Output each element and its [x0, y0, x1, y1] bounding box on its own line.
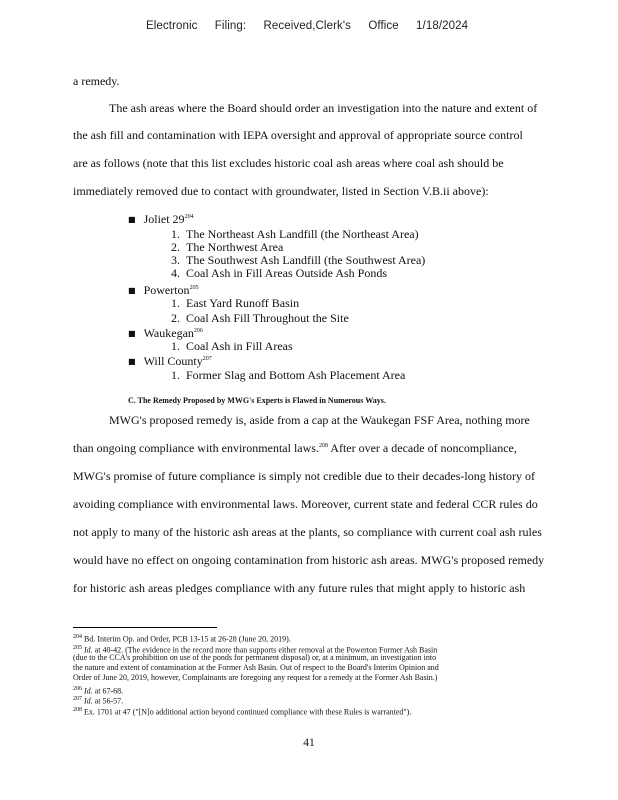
sub-item: Coal Ash Fill Throughout the Site — [186, 311, 349, 325]
footnote-text: at 40-42. (The evidence in the record more than supports either removal at the Powerton Former Ash Basin — [92, 645, 438, 655]
footnote-text: at 67-68. — [92, 686, 124, 696]
footnote-text: Bd. Interim Op. and Order, PCB 13-15 at 26-28 (June 20, 2019). — [84, 634, 291, 644]
header-part: Filing: — [214, 20, 247, 32]
sub-item: The Northeast Ash Landfill (the Northeast Area) — [186, 227, 419, 241]
footnote: the nature and extent of contamination at the Former Ash Basin. Out of respect to the Board's Interim Opinion and — [73, 663, 439, 672]
body-line: MWG's proposed remedy is, aside from a cap at the Waukegan FSF Area, nothing more — [109, 413, 530, 427]
body-line: MWG's promise of future compliance is simply not credible due to their decades-long history of — [73, 469, 536, 483]
list-item: 1. Coal Ash in Fill Areas — [171, 339, 293, 353]
sub-item: Coal Ash in Fill Areas Outside Ash Ponds — [186, 266, 388, 280]
list-item: 2. Coal Ash Fill Throughout the Site — [171, 311, 349, 325]
list-item: 1. The Northeast Ash Landfill (the Northeast Area) — [171, 227, 419, 241]
list-item — [128, 212, 194, 227]
footnote-id: Id. — [84, 645, 93, 655]
footnote-text: at 56-57. — [92, 696, 124, 706]
sub-item: The Southwest Ash Landfill (the Southwest Area) — [186, 253, 426, 267]
bullet-icon: ■ — [128, 329, 136, 338]
filing-header — [146, 20, 482, 32]
footnote: (due to the CCA's prohibition on use of the ponds for permanent disposal) or, at a minimum, an investigation into — [73, 653, 437, 662]
list-item: 2. The Northwest Area — [171, 240, 284, 254]
footnote-ref: 206 — [193, 328, 203, 334]
footnote-text: Ex. 1701 at 47 ("[N]o additional action beyond continued compliance with these Rules is warranted"). — [84, 707, 412, 717]
sub-item: Former Slag and Bottom Ash Placement Area — [186, 368, 406, 382]
list-item: 3. The Southwest Ash Landfill (the Southwest Area) — [171, 253, 426, 267]
footnote-id: Id. — [84, 696, 93, 706]
site-name: Will County — [143, 354, 203, 368]
body-line: for historic ash areas pledges compliance with any future rules that might apply to historic ash — [73, 581, 526, 595]
header-part: 1/18/2024 — [416, 20, 469, 32]
body-line: the ash fill and contamination with IEPA oversight and approval of appropriate source control — [73, 128, 523, 142]
site-name: Powerton — [143, 283, 190, 297]
header-part: Office — [368, 20, 399, 32]
footnote: $^{206}$ Id. at 67-68. — [73, 686, 124, 696]
list-item: 1. East Yard Runoff Basin — [171, 296, 300, 310]
footnote-divider — [73, 627, 217, 628]
header-part: Received,Clerk's — [263, 20, 352, 32]
header-part: Electronic — [146, 20, 198, 32]
body-text: After over a decade of noncompliance, — [327, 441, 517, 455]
list-item: 4. Coal Ash in Fill Areas Outside Ash Ponds — [171, 266, 388, 280]
site-name: Waukegan — [143, 326, 194, 340]
body-line: not apply to many of the historic ash areas at the plants, so compliance with current coal ash rules — [73, 525, 542, 539]
footnote: $^{204}$ Bd. Interim Op. and Order, PCB 13-15 at 26-28 (June 20, 2019). — [73, 634, 291, 644]
footnote: $^{208}$ Ex. 1701 at 47 ("[N]o additional action beyond continued compliance with these Rules is warranted"). — [73, 707, 412, 717]
footnote: $^{207}$ Id. at 56-57. — [73, 696, 124, 706]
footnote-ref: 207 — [202, 356, 212, 362]
footnote-ref: 204 — [184, 214, 194, 220]
body-line — [73, 441, 517, 456]
body-line: The ash areas where the Board should order an investigation into the nature and extent of — [109, 101, 538, 115]
body-line: a remedy. — [73, 74, 120, 88]
body-line: are as follows (note that this list excludes historic coal ash areas where coal ash should be — [73, 156, 504, 170]
page-number: 41 — [303, 737, 315, 749]
bullet-icon: ■ — [128, 286, 136, 295]
sub-item: East Yard Runoff Basin — [186, 296, 300, 310]
section-heading: C. The Remedy Proposed by MWG's Experts is Flawed in Numerous Ways. — [128, 396, 386, 405]
body-line: would have no effect on ongoing contamination from historic ash areas. MWG's proposed remedy — [73, 553, 545, 567]
body-text: than ongoing compliance with environmental laws. — [73, 441, 319, 455]
bullet-icon: ■ — [128, 215, 136, 224]
list-item — [128, 354, 212, 369]
list-item: 1. Former Slag and Bottom Ash Placement Area — [171, 368, 406, 382]
footnote-ref: 205 — [189, 285, 199, 291]
footnote-ref: 208 — [318, 443, 328, 449]
footnote: Order of June 20, 2019, however, Complainants are foregoing any request for a remedy at the Former Ash Basin.) — [73, 673, 438, 682]
bullet-icon: ■ — [128, 357, 136, 366]
body-line: immediately removed due to contact with groundwater, listed in Section V.B.ii above): — [73, 184, 489, 198]
footnote-id: Id. — [84, 686, 93, 696]
site-name: Joliet 29 — [143, 212, 185, 226]
sub-item: Coal Ash in Fill Areas — [186, 339, 293, 353]
sub-item: The Northwest Area — [186, 240, 284, 254]
body-line: avoiding compliance with environmental laws. Moreover, current state and federal CCR rules do — [73, 497, 538, 511]
footnote: $^{205}$ Id. at 40-42. (The evidence in the record more than supports either removal at the Powerton Former Ash Basin — [73, 645, 438, 655]
